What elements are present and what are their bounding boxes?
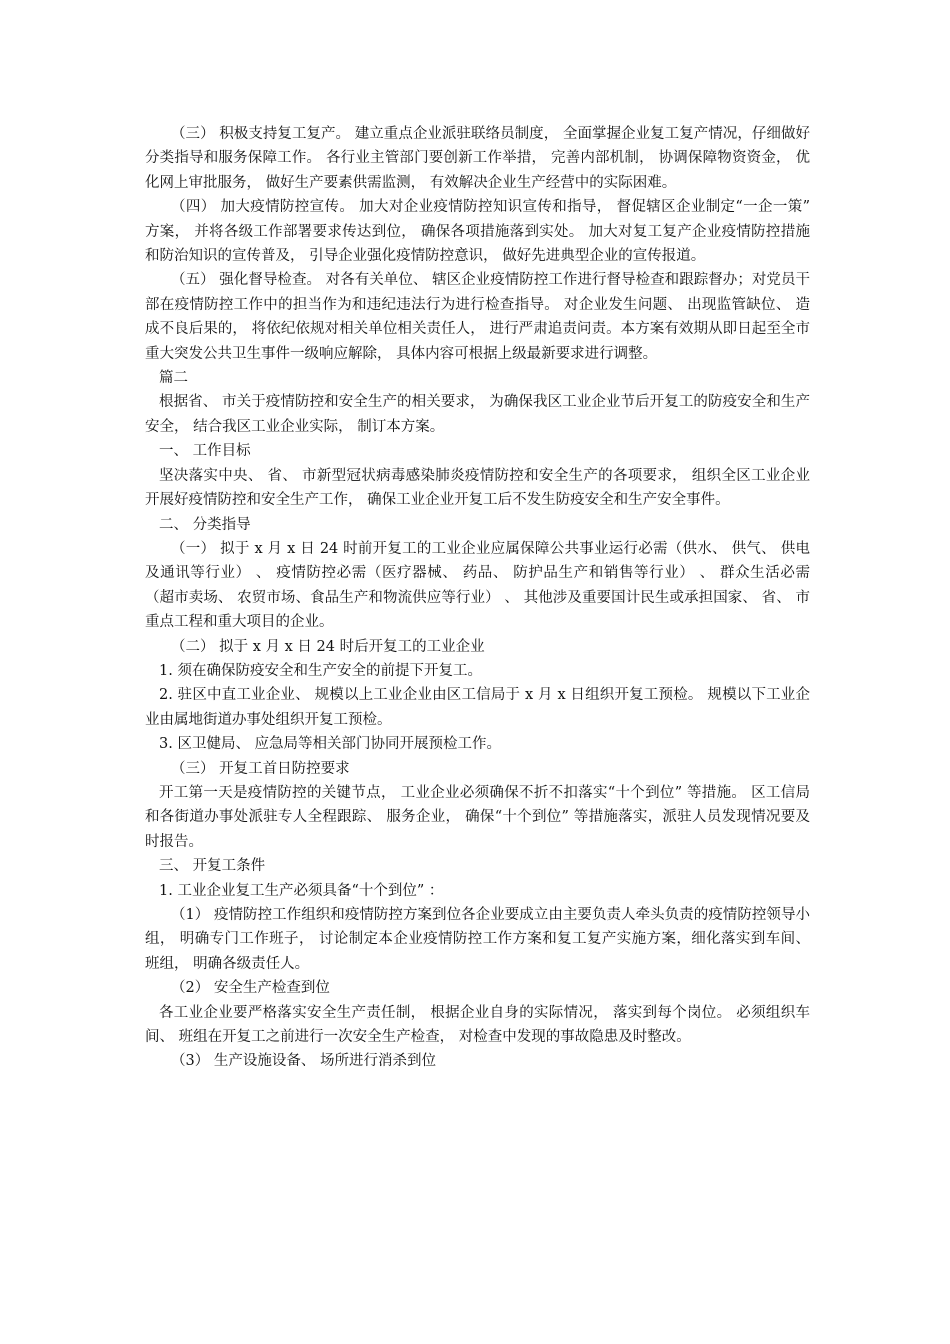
- subsection-heading: （3） 生产设施设备、 场所进行消杀到位: [171, 1053, 436, 1070]
- list-item: 3. 区卫健局、 应急局等相关部门协同开展预检工作。: [159, 736, 502, 753]
- subsection-heading: （三） 开复工首日防控要求: [171, 760, 350, 777]
- list-item: 1. 须在确保防疫安全和生产安全的前提下开复工。: [159, 662, 482, 679]
- list-item: 2. 驻区中直工业企业、 规模以上工业企业由区工信局于 x 月 x 日组织开复工预检。 规模以下工业企业由属地街道办事处组织开复工预检。: [145, 687, 810, 728]
- paragraph: 坚决落实中央、 省、 市新型冠状病毒感染肺炎疫情防控和安全生产的各项要求， 组织全区工业企业开展好疫情防控和安全生产工作， 确保工业企业开复工后不发生防疫安全和生产安全事件。: [145, 467, 810, 509]
- section-heading: 二、 分类指导: [159, 516, 251, 533]
- section-heading: 篇二: [159, 370, 188, 387]
- document-body: [145, 122, 810, 1074]
- paragraph: （一） 拟于 x 月 x 日 24 时前开复工的工业企业应属保障公共事业运行必需（供水、 供气、 供电及通讯等行业） 、 疫情防控必需（医疗器械、 药品、 防护品生产和销售等行业） 、 群众生活必需（超市卖场、 农贸市场、食品生产和物流供应等行业） 、 其他涉及重要国计民生或承担国家、 省、 市重点工程和重大项目的企业。: [145, 540, 810, 631]
- paragraph: （三） 积极支持复工复产。 建立重点企业派驻联络员制度， 全面掌握企业复工复产情况，仔细做好分类指导和服务保障工作。 各行业主管部门要创新工作举措， 完善内部机制， 协调保障物资资金， 优化网上审批服务， 做好生产要素供需监测， 有效解决企业生产经营中的实际困难。: [145, 126, 810, 191]
- paragraph: （五） 强化督导检查。 对各有关单位、 辖区企业疫情防控工作进行督导检查和跟踪督办；对党员干部在疫情防控工作中的担当作为和违纪违法行为进行检查指导。 对企业发生问题、 出现监管缺位、 造成不良后果的， 将依纪依规对相关单位相关责任人， 进行严肃追责问责。本方案有效期从即日起至全市重大突发公共卫生事件一级响应解除， 具体内容可根据上级最新要求进行调整。: [145, 272, 810, 362]
- paragraph: （1） 疫情防控工作组织和疫情防控方案到位各企业要成立由主要负责人牵头负责的疫情防控领导小组， 明确专门工作班子， 讨论制定本企业疫情防控工作方案和复工复产实施方案，细化落实到车间、 班组， 明确各级责任人。: [145, 907, 810, 972]
- subsection-heading: （二） 拟于 x 月 x 日 24 时后开复工的工业企业: [171, 638, 485, 655]
- section-heading: 三、 开复工条件: [159, 858, 266, 875]
- paragraph: （四） 加大疫情防控宣传。 加大对企业疫情防控知识宣传和指导， 督促辖区企业制定“一企一策” 方案， 并将各级工作部署要求传达到位， 确保各项措施落到实处。 加大对复工复产企业疫情防控措施和防治知识的宣传普及， 引导企业强化疫情防控意识， 做好先进典型企业的宣传报道。: [145, 199, 810, 265]
- paragraph: 开工第一天是疫情防控的关键节点， 工业企业必须确保不折不扣落实“十个到位” 等措施。 区工信局和各街道办事处派驻专人全程跟踪、 服务企业， 确保“十个到位” 等措施落实，派驻人员发现情况要及时报告。: [145, 784, 810, 850]
- subsection-heading: （2） 安全生产检查到位: [171, 980, 330, 997]
- list-item: 1. 工业企业复工生产必须具备“十个到位” ：: [159, 882, 444, 899]
- paragraph: 根据省、 市关于疫情防控和安全生产的相关要求， 为确保我区工业企业节后开复工的防疫安全和生产安全， 结合我区工业企业实际， 制订本方案。: [145, 394, 810, 435]
- section-heading: 一、 工作目标: [159, 443, 251, 460]
- paragraph: 各工业企业要严格落实安全生产责任制， 根据企业自身的实际情况， 落实到每个岗位。 必须组织车间、 班组在开复工之前进行一次安全生产检查， 对检查中发现的事故隐患及时整改。: [145, 1004, 810, 1046]
